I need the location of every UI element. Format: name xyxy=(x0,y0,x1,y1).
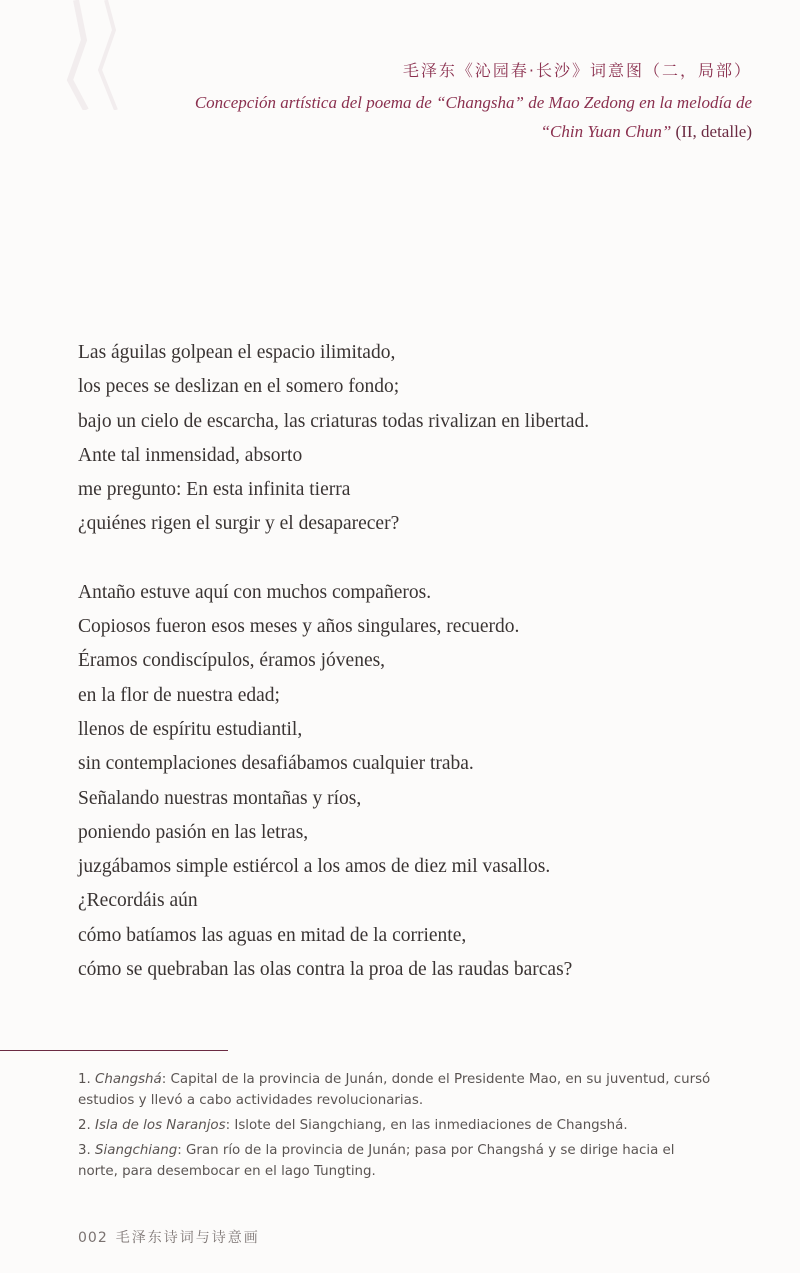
illustration-caption xyxy=(112,58,752,146)
stanza-spacer xyxy=(78,542,768,576)
footnote-number: 1. xyxy=(78,1072,91,1087)
poem-line: me pregunto: En esta infinita tierra xyxy=(78,479,351,501)
footnote-divider xyxy=(0,1050,228,1051)
footnote-text: : Islote del Siangchiang, en las inmediaciones de Changshá. xyxy=(225,1118,628,1133)
footnote-text: : Gran río de la provincia de Junán; pasa por Changshá y se dirige hacia el norte, para desembocar en el lago Tungting. xyxy=(78,1143,675,1179)
poem-line: Las águilas golpean el espacio ilimitado, xyxy=(78,342,396,363)
footnote-term: Changshá xyxy=(95,1072,162,1087)
caption-spanish-line-1: Concepción artística del poema de “Changsha” de Mao Zedong en la melodía de xyxy=(194,93,752,112)
footnote-number: 3. xyxy=(78,1143,91,1158)
poem-line: ¿Recordáis aún xyxy=(78,890,198,912)
footnote-number: 2. xyxy=(78,1118,91,1133)
poem-line: cómo batíamos las aguas en mitad de la corriente, xyxy=(78,924,467,946)
footnote-text: : Capital de la provincia de Junán, donde el Presidente Mao, en su juventud, cursó estudios y llevó a cabo actividades revolucionarias. xyxy=(78,1072,711,1108)
poem-line: poniendo pasión en las letras, xyxy=(78,821,309,843)
poem-line: cómo se quebraban las olas contra la proa de las raudas barcas? xyxy=(78,959,573,981)
poem-line: ¿quiénes rigen el surgir y el desaparecer? xyxy=(78,513,400,535)
footnote-2 xyxy=(78,1115,718,1136)
poem-line: Antaño estuve aquí con muchos compañeros. xyxy=(78,581,432,603)
footnote-1 xyxy=(78,1069,718,1111)
poem-body xyxy=(78,336,768,987)
poem-line: bajo un cielo de escarcha, las criaturas todas rivalizan en libertad. xyxy=(78,410,590,432)
footnote-term: Siangchiang xyxy=(95,1143,178,1158)
poem-line: juzgábamos simple estiércol a los amos de diez mil vasallos. xyxy=(78,856,551,878)
poem-stanza-1 xyxy=(78,336,768,542)
footnotes xyxy=(78,1069,718,1186)
caption-detail-note: (II, detalle) xyxy=(671,122,752,141)
page-footer xyxy=(78,1227,260,1247)
poem-line: sin contemplaciones desafiábamos cualquier traba. xyxy=(78,753,474,775)
caption-chinese: 毛泽东《沁园春·长沙》词意图（二，局部） xyxy=(402,61,752,80)
poem-line: Éramos condiscípulos, éramos jóvenes, xyxy=(78,650,386,672)
page-number: 002 xyxy=(78,1230,108,1246)
book-title: 毛泽东诗词与诗意画 xyxy=(115,1230,260,1246)
poem-line: en la flor de nuestra edad; xyxy=(78,684,280,706)
poem-line: Señalando nuestras montañas y ríos, xyxy=(78,787,362,809)
caption-spanish-line-2 xyxy=(112,117,752,146)
footnote-term: Isla de los Naranjos xyxy=(95,1118,226,1133)
footnote-3 xyxy=(78,1140,718,1182)
poem-line: llenos de espíritu estudiantil, xyxy=(78,718,303,740)
poem-stanza-2 xyxy=(78,576,768,988)
caption-spanish xyxy=(112,88,752,146)
caption-melody-title: “Chin Yuan Chun” xyxy=(540,122,672,141)
poem-line: los peces se deslizan en el somero fondo; xyxy=(78,376,400,398)
poem-line: Ante tal inmensidad, absorto xyxy=(78,444,303,466)
poem-line: Copiosos fueron esos meses y años singulares, recuerdo. xyxy=(78,616,520,638)
